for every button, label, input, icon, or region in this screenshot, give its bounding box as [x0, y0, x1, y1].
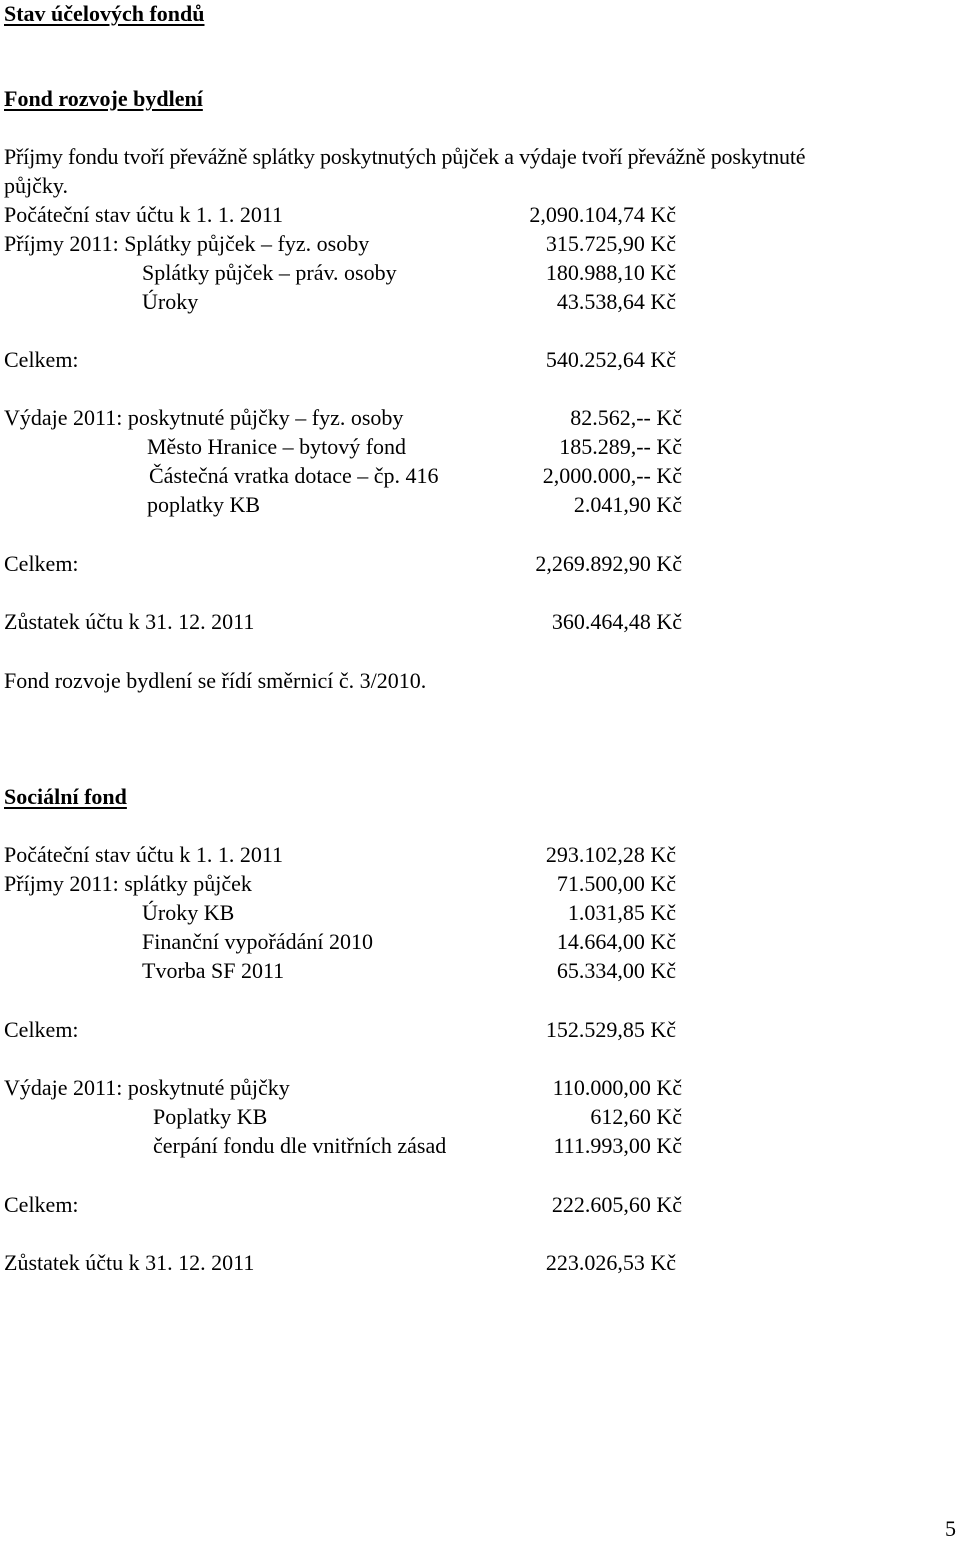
fund1-income-total-value: 540.252,64 Kč — [545, 347, 676, 372]
fund1-income1-label: Příjmy 2011: Splátky půjček – fyz. osoby — [4, 231, 370, 256]
fund2-exp-total-value: 222.605,60 Kč — [551, 1192, 682, 1217]
fund1-heading: Fond rozvoje bydlení — [4, 86, 203, 111]
fund2-balance-value: 223.026,53 Kč — [545, 1250, 676, 1275]
fund2-balance-label: Zůstatek účtu k 31. 12. 2011 — [4, 1250, 255, 1275]
fund1-income3-label: Úroky — [142, 289, 199, 314]
fund1-balance-value: 360.464,48 Kč — [551, 609, 682, 634]
fund1-exp4-value: 2.041,90 Kč — [573, 492, 682, 517]
page-title: Stav účelových fondů — [4, 1, 205, 26]
fund2-exp2-value: 612,60 Kč — [590, 1104, 682, 1129]
page-number: 5 — [945, 1516, 956, 1541]
fund1-income2-value: 180.988,10 Kč — [545, 260, 676, 285]
fund1-income1-value: 315.725,90 Kč — [545, 231, 676, 256]
fund1-income2-label: Splátky půjček – práv. osoby — [142, 260, 397, 285]
fund2-inc-total-value: 152.529,85 Kč — [545, 1017, 676, 1042]
fund2-exp2-label: Poplatky KB — [153, 1104, 268, 1129]
fund1-exp3-label: Částečná vratka dotace – čp. 416 — [149, 463, 439, 488]
fund1-note: Fond rozvoje bydlení se řídí směrnicí č. 3/2010. — [4, 668, 427, 693]
fund1-exp1-label: Výdaje 2011: poskytnuté půjčky – fyz. osoby — [4, 405, 404, 430]
fund1-exp3-value: 2,000.000,-- Kč — [542, 463, 682, 488]
fund1-exp2-label: Město Hranice – bytový fond — [147, 434, 407, 459]
fund1-intro-line2: půjčky. — [4, 173, 68, 198]
fund2-inc4-value: 65.334,00 Kč — [556, 958, 676, 983]
fund2-inc4-label: Tvorba SF 2011 — [142, 958, 285, 983]
fund1-start-label: Počáteční stav účtu k 1. 1. 2011 — [4, 202, 284, 227]
fund2-inc1-value: 71.500,00 Kč — [556, 871, 676, 896]
fund1-balance-label: Zůstatek účtu k 31. 12. 2011 — [4, 609, 255, 634]
fund2-heading: Sociální fond — [4, 784, 127, 809]
fund1-exp1-value: 82.562,-- Kč — [570, 405, 682, 430]
fund2-exp3-label: čerpání fondu dle vnitřních zásad — [153, 1133, 447, 1158]
fund2-inc3-label: Finanční vypořádání 2010 — [142, 929, 373, 954]
fund2-exp-total-label: Celkem: — [4, 1192, 79, 1217]
fund2-inc3-value: 14.664,00 Kč — [556, 929, 676, 954]
fund2-exp1-value: 110.000,00 Kč — [552, 1075, 682, 1100]
fund1-exp2-value: 185.289,-- Kč — [559, 434, 682, 459]
fund1-exp-total-value: 2,269.892,90 Kč — [535, 551, 682, 576]
fund1-income-total-label: Celkem: — [4, 347, 79, 372]
fund2-exp3-value: 111.993,00 Kč — [553, 1133, 682, 1158]
fund2-start-value: 293.102,28 Kč — [545, 842, 676, 867]
fund1-intro-line1: Příjmy fondu tvoří převážně splátky poskytnutých půjček a výdaje tvoří převážně poskytnuté — [4, 144, 806, 169]
fund1-exp4-label: poplatky KB — [147, 492, 261, 517]
fund2-inc2-value: 1.031,85 Kč — [567, 900, 676, 925]
fund2-inc1-label: Příjmy 2011: splátky půjček — [4, 871, 252, 896]
fund2-exp1-label: Výdaje 2011: poskytnuté půjčky — [4, 1075, 290, 1100]
fund2-start-label: Počáteční stav účtu k 1. 1. 2011 — [4, 842, 284, 867]
fund1-start-value: 2,090.104,74 Kč — [529, 202, 676, 227]
fund2-inc-total-label: Celkem: — [4, 1017, 79, 1042]
fund2-inc2-label: Úroky KB — [142, 900, 235, 925]
fund1-exp-total-label: Celkem: — [4, 551, 79, 576]
fund1-income3-value: 43.538,64 Kč — [556, 289, 676, 314]
